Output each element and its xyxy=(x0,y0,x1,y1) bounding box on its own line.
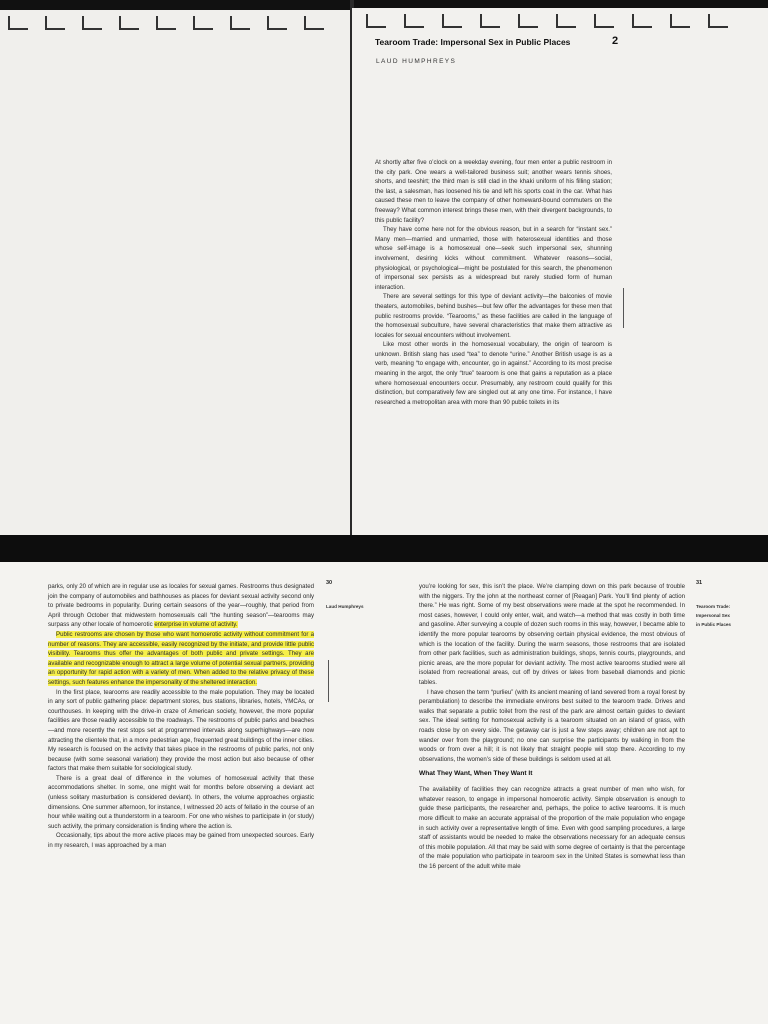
paragraph: They have come here not for the obvious reason, but in a search for “instant sex.” Many men—married and unmarried, those with heterosexual identities and those whose self-image is a homosexual one—seek such impersonal sex, shunning involvement, desiring kicks without commitment. Whatever reasons—social, physiological, or psychological—might be postulated for this search, the phenomenon of impersonal sex persists as a widespread but rarely studied form of human interaction. xyxy=(375,226,612,291)
section-heading: What They Want, When They Want It xyxy=(419,770,533,778)
running-head-left: Laud Humphreys xyxy=(326,604,364,609)
paragraph: There are several settings for this type of deviant activity—the balconies of movie theaters, automobiles, behind bushes—but few offer the advantages for these men that public restrooms provide. “Tearooms,” as these facilities are called in the language of the homosexual subculture, have several characteristics that make them attractive as locales for sexual encounters without involvement. xyxy=(375,293,612,339)
paragraph: Occasionally, tips about the more active places may be gained from unexpected sources. Early in my research, I was approached by a man xyxy=(48,832,314,850)
paragraph: The availability of facilities they can recognize attracts a great number of men who wish, for whatever reason, to engage in impersonal homoerotic activity. Simple observation is enough to guide these participants, the researcher and, perhaps, the police to active tearooms. It is much more difficult to make an accurate appraisal of the proportion of the male population who engage in such activity over a representative length of time. Even with good sampling procedures, a large staff of assistants would be needed to make the observations necessary for an adequate census of this mobile population. All that may be said with some degree of certainty is that the percentage of the male population who participate in tearoom sex in the United States is somewhat less than the 16 percent of the adult white male xyxy=(419,786,685,871)
page-number-30: 30 xyxy=(326,580,333,586)
running-head-line: Impersonal Sex xyxy=(696,613,730,618)
blank-left-page xyxy=(0,10,352,535)
highlighted-text: Public restrooms are chosen by those who want homoerotic activity without commitment for a number of reasons. They are accessible, easily recognized by the initiate, and provide little public visibility. Tearooms thus offer the advantages of both public and private settings. They are available and recognizable enough to attract a large volume of potential sexual partners, providing an opportunity for rapid action with a variety of men. When added to the relative privacy of these settings, such features enhance the impersonality of the sheltered interaction. xyxy=(48,630,314,686)
highlighted-text: enterprise in volume of activity. xyxy=(154,621,238,629)
page-number-31: 31 xyxy=(696,580,703,586)
bottom-left-column xyxy=(48,582,314,851)
author-name: LAUD HUMPHREYS xyxy=(376,58,457,65)
highlighted-paragraph xyxy=(48,630,314,688)
running-head-line: in Public Places xyxy=(696,622,731,627)
top-page-body xyxy=(375,158,612,407)
binder-punch-marks xyxy=(0,10,352,38)
bottom-right-column xyxy=(419,582,685,872)
running-head-right xyxy=(696,602,731,629)
margin-pen-mark-bottom xyxy=(328,660,329,702)
paragraph-text: parks, only 20 of which are in regular use as locales for sexual games. Restrooms thus designated join the company of automobiles and bathhouses as places for deviant sexual activity second only to private bedrooms in popularity. During certain seasons of the year—roughly, that period from April through October that midwestern homosexuals call “the hunting season”—tearooms may surpass any other locale of homoerotic xyxy=(48,583,314,629)
paragraph: In the first place, tearooms are readily accessible to the male population. They may be located in any sort of public gathering place: department stores, bus stations, libraries, hotels, YMCAs, or courthouses. In keeping with the drive-in craze of American society, however, the more popular facilities are those readily accessible to the roadways. The restrooms of public parks and beaches—and more recently the rest stops set at programmed intervals along superhighways—are now attracting the clientele that, in a more pedestrian age, frequented great buildings of the inner cities. My research is focused on the activity that takes place in the restrooms of public parks, not only because (with some seasonal variation) they provide the most action but also because of other factors that make them suitable for sociological study. xyxy=(48,688,314,773)
running-head-line: Tearoom Trade: xyxy=(696,604,731,609)
page-number-top: 2 xyxy=(612,35,619,47)
paragraph: you’re looking for sex, this isn’t the place. We’re clamping down on this park because of trouble with the niggers. Try the john at the northeast corner of [Reagan] Park. You’ll find plenty of action there.” He was right. Some of my best observations were made at the spot he recommended. In most cases, however, I could only enter, wait, and watch—a method that was costly in both time and gasoline. After surveying a couple of dozen such rooms in this way, however, I became able to identify the more popular tearooms by observing certain physical evidence, the most obvious of which is the location of the facility. During the warm seasons, those restrooms that are isolated from other park facilities, such as administration buildings, shops, tennis courts, playgrounds, and picnic areas, are the more popular for deviant activity. The most active tearooms studied were all isolated from recreational areas, cut off by drives or lakes from baseball diamonds and picnic tables. xyxy=(419,583,685,686)
margin-pen-mark xyxy=(623,288,624,328)
paragraph: I have chosen the term “purlieu” (with its ancient meaning of land severed from a royal forest by perambulation) to describe the immediate environs best suited to the tearoom trade. Drives and walks that separate a public toilet from the rest of the park are almost certain guides to deviant sex. The ideal setting for homosexual activity is a tearoom situated on an island of grass, with roads close by on every side. The getaway car is just a few steps away; children are not apt to wander over from the playground; no one can surprise the participants by walking in from the woods or from over a hill; it is not likely that straight people will stop there. According to my observations, the women’s side of these buildings is seldom used at all. xyxy=(419,688,685,763)
paragraph: Like most other words in the homosexual vocabulary, the origin of tearoom is unknown. British slang has used “tea” to denote “urine.” Another British usage is as a verb, meaning “to engage with, encounter, go in against.” According to its most precise meaning in the argot, the only “true” tearoom is one that gains a reputation as a place where homosexual encounters occur. Presumably, any restroom could qualify for this distinction, but comparatively few are singled out at any one time. For instance, I have researched a metropolitan area with more than 90 public toilets in its xyxy=(375,341,612,406)
paragraph xyxy=(48,582,314,630)
scan-gap xyxy=(0,535,768,562)
binder-punch-marks-right xyxy=(352,8,768,36)
article-title: Tearoom Trade: Impersonal Sex in Public Places xyxy=(375,37,571,47)
paragraph: At shortly after five o’clock on a weekday evening, four men enter a public restroom in the city park. One wears a well-tailored business suit; another wears tennis shoes, shorts, and teeshirt; the third man is still clad in the khaki uniform of his filling station; the last, a salesman, has loosened his tie and left his sports coat in the car. What has caused these men to leave the company of other homeward-bound commuters on the freeway? What common interest brings these men, with their divergent backgrounds, to this public facility? xyxy=(375,159,612,224)
paragraph: There is a great deal of difference in the volumes of homosexual activity that these accommodations shelter. In some, one might wait for months before observing a deviant act (unless solitary masturbation is considered deviant). In others, the volume approaches orgiastic dimensions. One summer afternoon, for instance, I witnessed 20 acts of fellatio in the course of an hour while waiting out a thunderstorm in a tearoom. For one who wishes to participate in (or study) such activity, the primary consideration is finding where the action is. xyxy=(48,774,314,830)
